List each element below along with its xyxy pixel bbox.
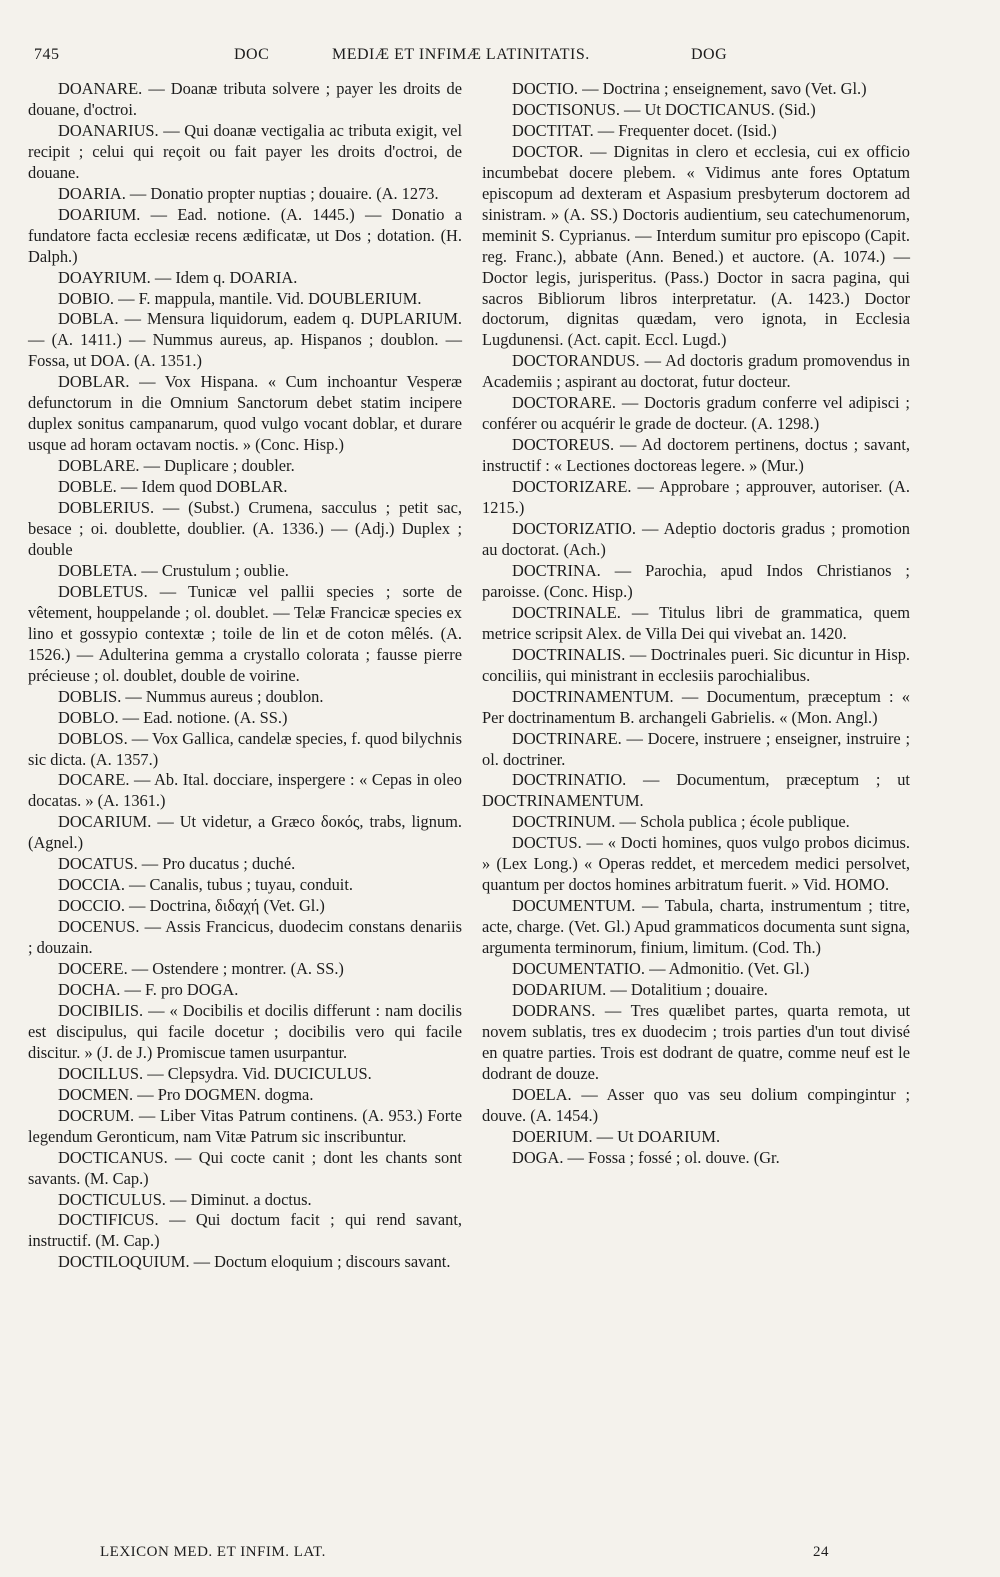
dictionary-entry: DOANARE. — Doanæ tributa solvere ; payer les droits de douane, d'octroi. (28, 79, 462, 119)
dictionary-entry: DOCTORIZARE. — Approbare ; approuver, autoriser. (A. 1215.) (482, 477, 910, 518)
dictionary-entry: DOBLERIUS. — (Subst.) Crumena, sacculus ; petit sac, besace ; oi. doublette, doublier. (A. 1336.) — (Adj.) Duplex ; double (28, 498, 462, 559)
dictionary-entry: DOCARE. — Ab. Ital. docciare, inspergere : « Cepas in oleo docatas. » (A. 1361.) (28, 770, 462, 811)
dictionary-entry: DOCTRINALIS. — Doctrinales pueri. Sic dicuntur in Hisp. conciliis, qui ministrant in ecclesiis parochialibus. (482, 644, 910, 685)
signature-number: 24 (813, 1544, 829, 1560)
dictionary-entry: DOCILLUS. — Clepsydra. Vid. DUCICULUS. (58, 1063, 372, 1083)
dictionary-entry: DOBIO. — F. mappula, mantile. Vid. DOUBLERIUM. (58, 288, 422, 308)
dictionary-entry: DOELA. — Asser quo vas seu dolium compingintur ; douve. (A. 1454.) (482, 1084, 910, 1125)
dictionary-entry: DOCRUM. — Liber Vitas Patrum continens. (A. 953.) Forte legendum Geronticum, nam Vitæ Patrum sic inscribuntur. (28, 1105, 462, 1146)
dictionary-entry: DOCTISONUS. — Ut DOCTICANUS. (Sid.) (512, 99, 816, 119)
dictionary-entry: DOARIA. — Donatio propter nuptias ; douaire. (A. 1273. (58, 183, 439, 203)
dictionary-entry: DOCTRINATIO. — Documentum, præceptum ; ut DOCTRINAMENTUM. (482, 770, 910, 811)
dictionary-entry: DOCTIFICUS. — Qui doctum facit ; qui rend savant, instructif. (M. Cap.) (28, 1210, 462, 1251)
dictionary-entry: DOCCIO. — Doctrina, διδαχή (Vet. Gl.) (58, 896, 325, 916)
dictionary-entry: DOARIUM. — Ead. notione. (A. 1445.) — Donatio a fundatore facta ecclesiæ recens ædificatæ, ut Dos ; dotation. (H. Dalph.) (28, 204, 462, 266)
dictionary-entry: DOGA. — Fossa ; fossé ; ol. douve. (Gr. (512, 1147, 780, 1167)
dictionary-entry: DOBLO. — Ead. notione. (A. SS.) (58, 707, 288, 727)
dictionary-entry: DOCTRINUM. — Schola publica ; école publique. (512, 812, 850, 832)
dictionary-entry: DOCIBILIS. — « Docibilis et docilis differunt : nam docilis est discipulus, qui facile docetur ; docibilis vero qui facile discitur. » (J. de J.) Promiscue tamen usurpantur. (28, 1000, 462, 1062)
dictionary-entry: DOBLIS. — Nummus aureus ; doublon. (58, 686, 324, 706)
dictionary-entry: DOBLETUS. — Tunicæ vel pallii species ; sorte de vêtement, houppelande ; ol. doublet. — Telæ Francicæ species ex lino et gossypio contextæ ; toile de lin et de coton mêlés. (A. 1526.) — Adulterina gemma a crystallo colorata ; fausse pierre précieuse ; ol. doublet, double de voirine. (28, 581, 462, 685)
dictionary-entry: DOCTRINA. — Parochia, apud Indos Christianos ; paroisse. (Conc. Hisp.) (482, 560, 910, 601)
dictionary-entry: DOCTITAT. — Frequenter docet. (Isid.) (512, 120, 777, 140)
dictionary-entry: DODRANS. — Tres quælibet partes, quarta remota, ut novem sublatis, tres ex duodecim ; trois parties d'un tout divisé en quatre parties. Trois est dodrant de quatre, comme neuf est le dodrant de douze. (482, 1000, 910, 1083)
dictionary-entry: DOCENUS. — Assis Francicus, duodecim constans denariis ; douzain. (28, 917, 462, 958)
dictionary-entry: DOERIUM. — Ut DOARIUM. (512, 1126, 721, 1146)
dictionary-entry: DOCERE. — Ostendere ; montrer. (A. SS.) (58, 959, 344, 979)
dictionary-entry: DOCTOR. — Dignitas in clero et ecclesia, cui ex officio incumbebat docere plebem. « Vidimus ante fores Optatum episcopum ad dexteram et Aspasium presbyterum doctorem ad sinistram. » (A. SS.) Doctoris audientium, seu catechumenorum, meminit S. Cyprianus. — Interdum sumitur pro episcopo (Capit. reg. Franc.), abbate (Ann. Bened.) et auctore. (A. 1074.) — Doctor legis, jurisperitus. (Pass.) Doctor in sacra pagina, qui sacros Bibliorum libros interpretatur. (A. 1423.) Doctor doctorum, dignitas quædam, vero ignota, in Ecclesia Lugdunensi. (Act. capit. Eccl. Lugd.) (482, 141, 910, 350)
dictionary-entry: DOBLETA. — Crustulum ; oublie. (58, 560, 289, 580)
header-title: MEDIÆ ET INFIMÆ LATINITATIS. (332, 46, 590, 63)
dictionary-entry: DOCTICULUS. — Diminut. a doctus. (58, 1189, 312, 1209)
right-column (482, 79, 910, 1169)
dictionary-entry: DOBLAR. — Vox Hispana. « Cum inchoantur Vesperæ defunctorum in die Omnium Sanctorum debet statim incipere duplex sonitus campanarum, quod vulgo vocant doblar, et durare usque ad horam octavam noctis. » (Conc. Hisp.) (28, 372, 462, 455)
dictionary-entry: DOBLA. — Mensura liquidorum, eadem q. DUPLARIUM. — (A. 1411.) — Nummus aureus, ap. Hispanos ; doublon. — Fossa, ut DOA. (A. 1351.) (28, 309, 462, 371)
dictionary-entry: DOCTRINARE. — Docere, instruere ; enseigner, instruire ; ol. doctriner. (482, 728, 910, 769)
dictionary-entry: DOCTORANDUS. — Ad doctoris gradum promovendus in Academiis ; aspirant au doctorat, futur docteur. (482, 351, 910, 392)
page-header (34, 46, 964, 70)
dictionary-entry: DOCTIO. — Doctrina ; enseignement, savo (Vet. Gl.) (512, 79, 867, 98)
dictionary-entry: DOAYRIUM. — Idem q. DOARIA. (58, 267, 298, 287)
left-column (28, 79, 462, 1273)
dictionary-entry: DOCUMENTATIO. — Admonitio. (Vet. Gl.) (512, 959, 810, 979)
dictionary-entry: DOBLE. — Idem quod DOBLAR. (58, 477, 288, 497)
dictionary-entry: DOCUMENTUM. — Tabula, charta, instrumentum ; titre, acte, charge. (Vet. Gl.) Apud grammaticos documenta sunt signa, argumenta terminorum, finium, limitum. (Cod. Th.) (482, 896, 910, 958)
dictionary-entry: DODARIUM. — Dotalitium ; douaire. (512, 979, 768, 999)
dictionary-entry: DOCHA. — F. pro DOGA. (58, 979, 239, 999)
dictionary-entry: DOCARIUM. — Ut videtur, a Græco δοκός, trabs, lignum. (Agnel.) (28, 812, 462, 853)
dictionary-entry: DOBLOS. — Vox Gallica, candelæ species, f. quod bilychnis sic dicta. (A. 1357.) (28, 728, 462, 769)
dictionary-entry: DOCTUS. — « Docti homines, quos vulgo probos dicimus. » (Lex Long.) « Operas reddet, et mercedem medici persolvet, quantum per doctos homines arbitratum fuerit. » Vid. HOMO. (482, 833, 910, 895)
dictionary-entry: DOCMEN. — Pro DOGMEN. dogma. (58, 1084, 314, 1104)
dictionary-entry: DOCTRINAMENTUM. — Documentum, præceptum : « Per doctrinamentum B. archangeli Gabrielis. « (Mon. Angl.) (482, 686, 910, 727)
dictionary-entry: DOCTRINALE. — Titulus libri de grammatica, quem metrice scripsit Alex. de Villa Dei qui vivebat an. 1420. (482, 602, 910, 643)
dictionary-entry: DOCTORARE. — Doctoris gradum conferre vel adipisci ; conférer ou acquérir le grade de docteur. (A. 1298.) (482, 393, 910, 434)
dictionary-entry: DOCTILOQUIUM. — Doctum eloquium ; discours savant. (58, 1252, 451, 1272)
dictionary-entry: DOCTOREUS. — Ad doctorem pertinens, doctus ; savant, instructif : « Lectiones doctoreas legere. » (Mur.) (482, 435, 910, 476)
header-left-word: DOC (234, 46, 270, 63)
dictionary-entry: DOCATUS. — Pro ducatus ; duché. (58, 854, 296, 874)
dictionary-entry: DOCCIA. — Canalis, tubus ; tuyau, conduit. (58, 875, 354, 895)
footer-signature: LEXICON MED. ET INFIM. LAT. (100, 1544, 326, 1560)
dictionary-entry: DOCTICANUS. — Qui cocte canit ; dont les chants sont savants. (M. Cap.) (28, 1147, 462, 1188)
page-number: 745 (34, 46, 60, 63)
dictionary-entry: DOBLARE. — Duplicare ; doubler. (58, 456, 295, 476)
dictionary-entry: DOANARIUS. — Qui doanæ vectigalia ac tributa exigit, vel recipit ; celui qui reçoit ou fait payer les droits d'octroi, de douane. (28, 120, 462, 182)
page-footer (100, 1544, 840, 1566)
header-right-word: DOG (691, 46, 728, 63)
dictionary-entry: DOCTORIZATIO. — Adeptio doctoris gradus ; promotion au doctorat. (Ach.) (482, 519, 910, 559)
